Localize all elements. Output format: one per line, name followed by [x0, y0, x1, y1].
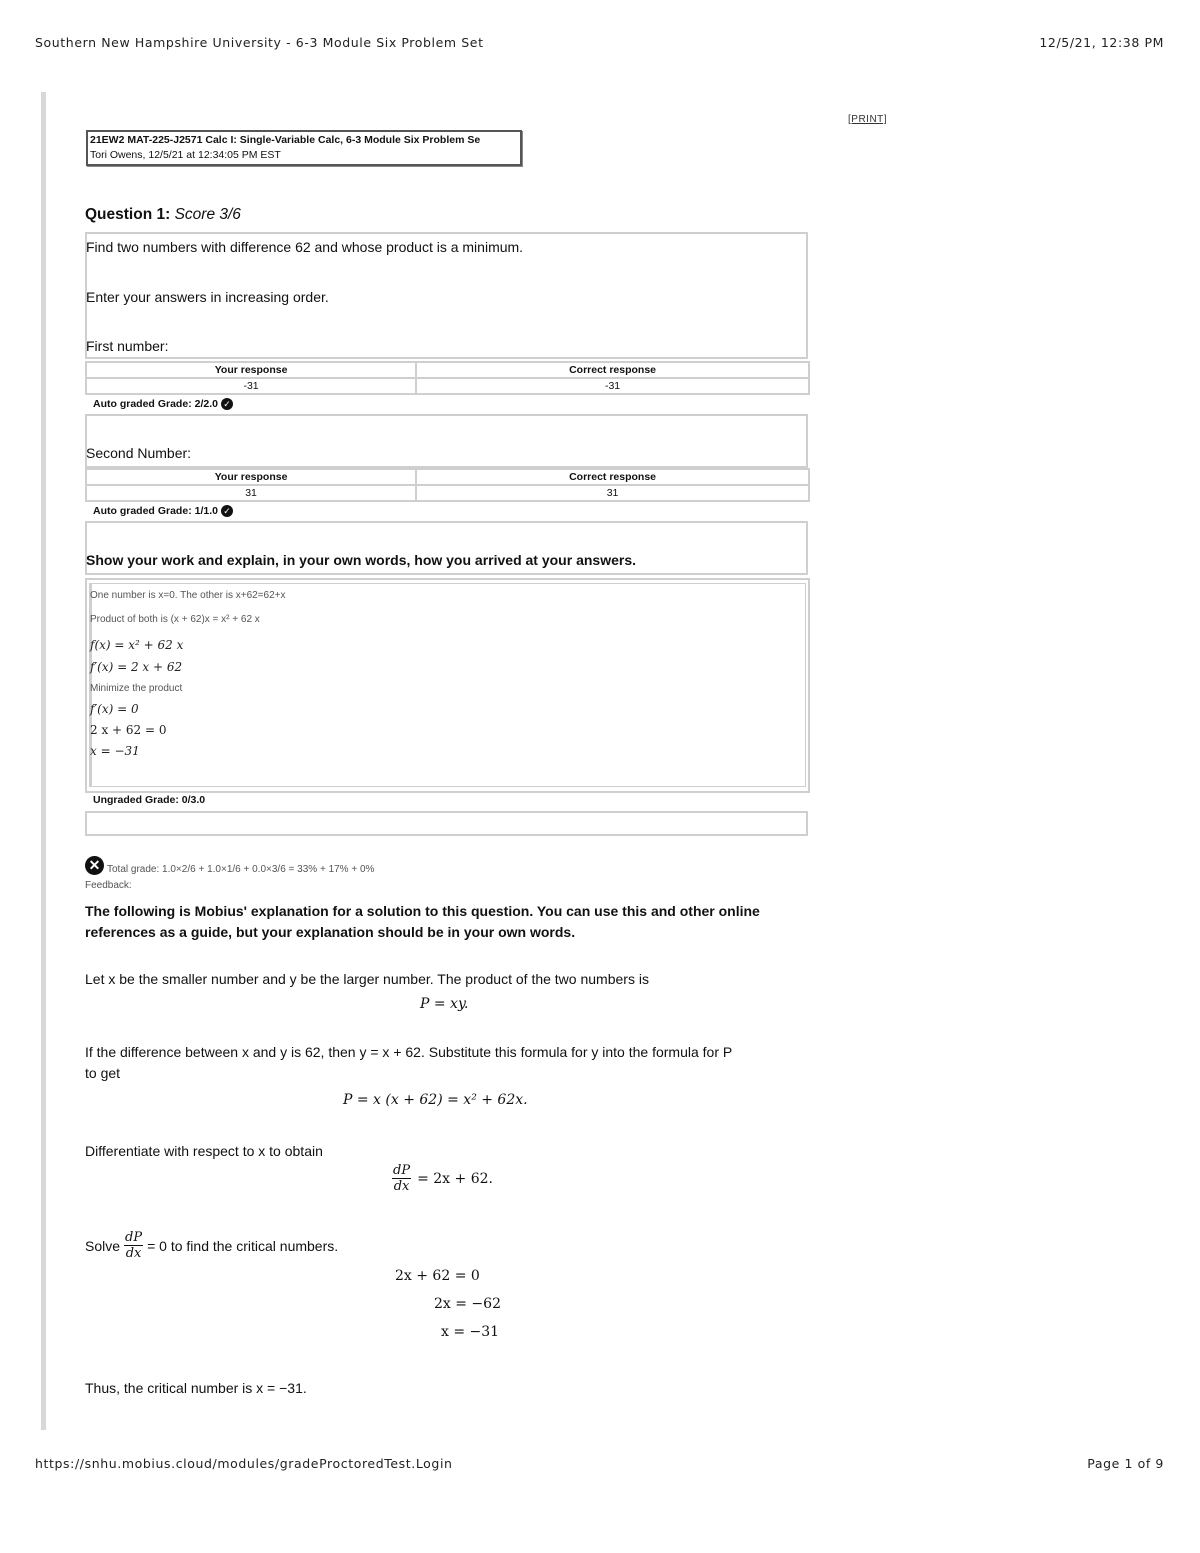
- check-circle-icon: ✓: [221, 505, 233, 517]
- print-header-title: Southern New Hampshire University - 6-3 Module Six Problem Set: [35, 35, 484, 50]
- work-line: Minimize the product: [90, 683, 183, 694]
- work-line: f′(x) = 0: [90, 702, 139, 716]
- your-response-value: 31: [86, 485, 416, 501]
- work-line: One number is x=0. The other is x+62=62+x: [90, 590, 286, 601]
- solve-step: 2x + 62 = 0: [395, 1268, 480, 1284]
- question-prompt: Find two numbers with difference 62 and whose product is a minimum.: [86, 239, 524, 255]
- print-link[interactable]: [PRINT]: [848, 114, 888, 125]
- correct-response-header: Correct response: [416, 469, 809, 485]
- empty-comment-box: [85, 811, 808, 836]
- check-circle-icon: ✓: [221, 398, 233, 410]
- equation-product: P = xy.: [420, 996, 469, 1012]
- derivative-rhs: = 2x + 62.: [417, 1170, 493, 1187]
- grade-line-1: [93, 398, 233, 410]
- grade-line-2: [93, 505, 233, 517]
- feedback-paragraph-4: [85, 1230, 338, 1261]
- feedback-paragraph-3: Differentiate with respect to x to obtain: [85, 1143, 323, 1159]
- second-number-label: Second Number:: [86, 445, 192, 461]
- feedback-paragraph-5: Thus, the critical number is x = −31.: [85, 1380, 307, 1396]
- correct-response-value: 31: [416, 485, 809, 501]
- feedback-intro: The following is Mobius' explanation for a solution to this question. You can use this and other online references as a guide, but your explanation should be in your own words.: [85, 903, 760, 940]
- auto-graded-label: Auto graded: [93, 398, 155, 410]
- print-footer-url: https://snhu.mobius.cloud/modules/gradeProctoredTest.Login: [35, 1456, 453, 1471]
- solve-suffix: = 0 to find the critical numbers.: [147, 1237, 339, 1254]
- question-label: Question 1:: [85, 206, 171, 223]
- ungraded-label: Ungraded: [93, 794, 143, 806]
- your-response-header: Your response: [86, 362, 416, 378]
- derivative-fraction: $\frac{dP}{dx}$: [125, 1230, 143, 1261]
- feedback-paragraph-2b: to get: [85, 1065, 121, 1081]
- solve-step: 2x = −62: [434, 1296, 501, 1312]
- work-line: Product of both is (x + 62)x = x² + 62 x: [90, 614, 260, 625]
- grade-value: Grade: 1/1.0: [157, 505, 218, 517]
- feedback-paragraph-2: If the difference between x and y is 62, then y = x + 62. Substitute this formula for y into the formula for P: [85, 1044, 733, 1060]
- grade-value: Grade: 0/3.0: [145, 794, 206, 806]
- correct-response-header: Correct response: [416, 362, 809, 378]
- your-response-value: -31: [86, 378, 416, 394]
- correct-response-value: -31: [416, 378, 809, 394]
- your-response-header: Your response: [86, 469, 416, 485]
- student-timestamp: Tori Owens, 12/5/21 at 12:34:05 PM EST: [90, 149, 281, 161]
- course-info-box: [86, 130, 522, 166]
- derivative-fraction: $\frac{dP}{dx}$: [393, 1163, 411, 1194]
- question-title: [85, 206, 241, 224]
- question-instruction: Enter your answers in increasing order.: [86, 289, 329, 305]
- solve-step: x = −31: [441, 1324, 500, 1340]
- show-work-label: Show your work and explain, in your own words, how you arrived at your answers.: [86, 552, 636, 568]
- solve-prefix: Solve: [85, 1237, 121, 1254]
- question-score: Score 3/6: [174, 206, 241, 223]
- grade-line-3: [93, 794, 205, 806]
- print-header-datetime: 12/5/21, 12:38 PM: [1039, 35, 1164, 50]
- response-table-1: [85, 361, 810, 395]
- course-title: 21EW2 MAT-225-J2571 Calc I: Single-Variable Calc, 6-3 Module Six Problem Se: [90, 134, 481, 146]
- work-line: f(x) = x² + 62 x: [90, 638, 184, 652]
- feedback-paragraph-1: Let x be the smaller number and y be the larger number. The product of the two numbers is: [85, 971, 649, 987]
- auto-graded-label: Auto graded: [93, 505, 155, 517]
- grade-value: Grade: 2/2.0: [157, 398, 218, 410]
- work-line: f′(x) = 2 x + 62: [90, 660, 183, 674]
- total-grade: Total grade: 1.0×2/6 + 1.0×1/6 + 0.0×3/6 = 33% + 17% + 0%: [107, 864, 375, 875]
- work-line: 2 x + 62 = 0: [90, 723, 167, 737]
- print-footer-page: Page 1 of 9: [1087, 1456, 1164, 1471]
- response-table-2: [85, 468, 810, 502]
- equation-substituted: P = x (x + 62) = x² + 62x.: [343, 1092, 528, 1108]
- second-number-box: [85, 414, 808, 468]
- first-number-label: First number:: [86, 338, 169, 354]
- equation-derivative: [392, 1163, 493, 1194]
- work-line: x = −31: [90, 744, 140, 758]
- left-margin-bar: [41, 92, 46, 1430]
- x-circle-icon: ✕: [85, 856, 104, 875]
- feedback-label: Feedback:: [85, 880, 132, 891]
